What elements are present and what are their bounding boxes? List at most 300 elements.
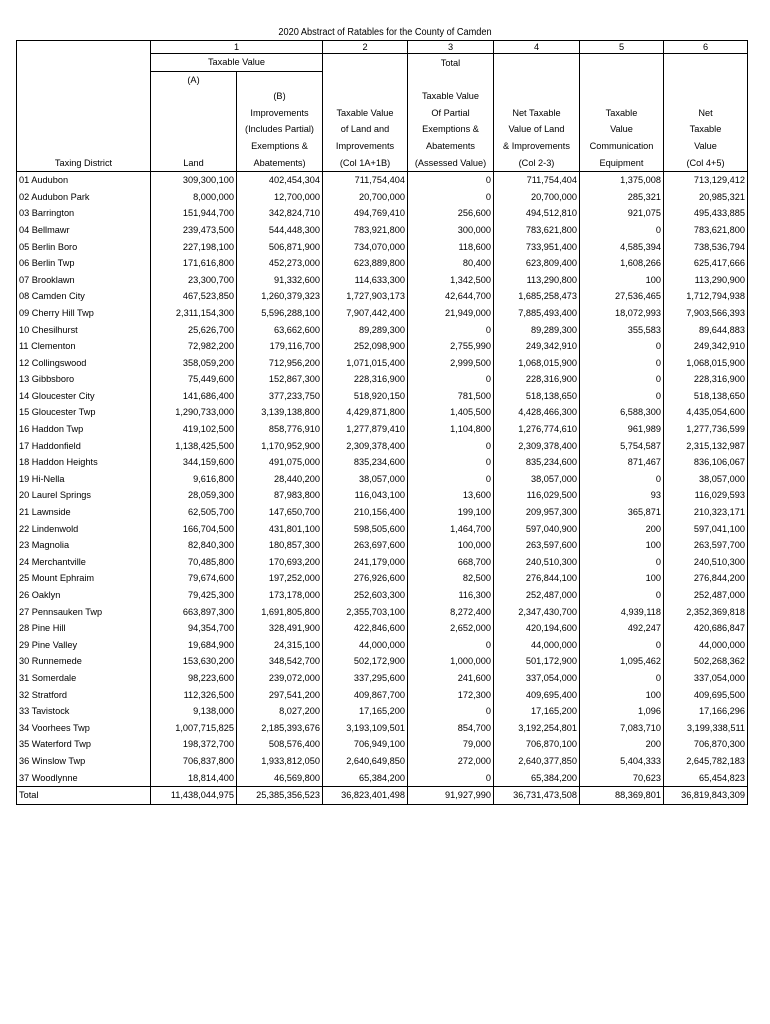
land-value: 309,300,100	[151, 172, 237, 189]
total-taxable-value: 36,823,401,498	[323, 787, 408, 805]
net-taxable-value: 89,644,883	[664, 322, 748, 339]
improvements-value: 348,542,700	[237, 653, 323, 670]
table-row	[17, 454, 748, 471]
table-body	[17, 172, 748, 805]
net-taxable-land-value: 249,342,910	[494, 338, 580, 355]
improvements-line-1: Improvements	[250, 107, 309, 118]
communication-equipment-value: 5,754,587	[580, 438, 664, 455]
improvements-value: 2,185,393,676	[237, 720, 323, 737]
net-taxable-land-value: 1,685,258,473	[494, 288, 580, 305]
improvements-value: 508,576,400	[237, 736, 323, 753]
partial-exemptions-value: 300,000	[408, 222, 494, 239]
district-name: 30 Runnemede	[17, 653, 151, 670]
net-taxable-land-value: 409,695,400	[494, 687, 580, 704]
district-name: 17 Haddonfield	[17, 438, 151, 455]
improvements-value: 180,857,300	[237, 537, 323, 554]
district-name: 16 Haddon Twp	[17, 421, 151, 438]
communication-equipment-value: 0	[580, 371, 664, 388]
table-row	[17, 653, 748, 670]
table-row	[17, 471, 748, 488]
partial-exemptions-value: 21,949,000	[408, 305, 494, 322]
table-row	[17, 604, 748, 621]
improvements-value: 1,691,805,800	[237, 604, 323, 621]
table-row	[17, 404, 748, 421]
district-name: 15 Gloucester Twp	[17, 404, 151, 421]
net-taxable-land-value: 420,194,600	[494, 620, 580, 637]
taxable-value: 252,098,900	[323, 338, 408, 355]
net-taxable-value: 409,695,500	[664, 687, 748, 704]
taxable-value: 1,071,015,400	[323, 355, 408, 372]
partial-exemptions-value: 0	[408, 703, 494, 720]
district-name: 03 Barrington	[17, 205, 151, 222]
improvements-value: 239,072,000	[237, 670, 323, 687]
net-taxable-land-value: 65,384,200	[494, 770, 580, 787]
land-value: 2,311,154,300	[151, 305, 237, 322]
communication-equipment-value: 7,083,710	[580, 720, 664, 737]
col3-line-4: Exemptions &	[422, 124, 479, 135]
col2-header	[323, 71, 408, 172]
table-row	[17, 554, 748, 571]
land-value: 75,449,600	[151, 371, 237, 388]
improvements-value: 452,273,000	[237, 255, 323, 272]
taxable-value: 3,193,109,501	[323, 720, 408, 737]
table-row	[17, 305, 748, 322]
col2-line-4: (Col 1A+1B)	[339, 157, 391, 168]
taxable-value: 20,700,000	[323, 189, 408, 206]
net-taxable-value: 2,352,369,818	[664, 604, 748, 621]
col6-line-3: Value	[694, 140, 717, 151]
communication-equipment-value: 0	[580, 670, 664, 687]
col6-line-1: Net	[698, 107, 713, 118]
col-1a-header	[151, 71, 237, 172]
improvements-value: 342,824,710	[237, 205, 323, 222]
col-1b-header	[237, 71, 323, 172]
col5-line-1: Taxable	[605, 107, 638, 118]
land-value: 706,837,800	[151, 753, 237, 770]
col4-header-top	[494, 54, 580, 72]
communication-equipment-value: 4,939,118	[580, 604, 664, 621]
improvements-value: 858,776,910	[237, 421, 323, 438]
net-taxable-value: 706,870,300	[664, 736, 748, 753]
communication-equipment-value: 1,608,266	[580, 255, 664, 272]
improvements-line-4: Abatements)	[253, 157, 306, 168]
net-taxable-land-value: 20,700,000	[494, 189, 580, 206]
table-row	[17, 703, 748, 720]
partial-exemptions-value: 272,000	[408, 753, 494, 770]
taxable-value: 783,921,800	[323, 222, 408, 239]
table-row	[17, 421, 748, 438]
col4-line-4: (Col 2-3)	[518, 157, 555, 168]
col-number-4: 4	[494, 41, 580, 54]
col2-line-1: Taxable Value	[336, 107, 394, 118]
communication-equipment-value: 0	[580, 355, 664, 372]
partial-exemptions-value: 199,100	[408, 504, 494, 521]
total-row	[17, 787, 748, 805]
taxable-value: 17,165,200	[323, 703, 408, 720]
net-taxable-land-value: 3,192,254,801	[494, 720, 580, 737]
net-taxable-land-value: 623,809,400	[494, 255, 580, 272]
net-taxable-land-value: 733,951,400	[494, 239, 580, 256]
col-1b-label: (B)	[273, 91, 286, 102]
land-value: 419,102,500	[151, 421, 237, 438]
taxable-value: 116,043,100	[323, 487, 408, 504]
taxable-value: 65,384,200	[323, 770, 408, 787]
table-row	[17, 487, 748, 504]
net-taxable-value: 420,686,847	[664, 620, 748, 637]
col3-line-5: Abatements	[425, 140, 476, 151]
improvements-value: 3,139,138,800	[237, 404, 323, 421]
net-taxable-land-value: 7,885,493,400	[494, 305, 580, 322]
improvements-value: 377,233,750	[237, 388, 323, 405]
col-number-2: 2	[323, 41, 408, 54]
col5-header-top	[580, 54, 664, 72]
col4-line-2: Value of Land	[508, 124, 565, 135]
land-value: 467,523,850	[151, 288, 237, 305]
land-value: 153,630,200	[151, 653, 237, 670]
communication-equipment-value: 355,583	[580, 322, 664, 339]
net-taxable-value: 836,106,067	[664, 454, 748, 471]
district-name: 36 Winslow Twp	[17, 753, 151, 770]
taxable-value: 518,920,150	[323, 388, 408, 405]
partial-exemptions-value: 1,104,800	[408, 421, 494, 438]
taxable-value: 623,889,800	[323, 255, 408, 272]
district-name: 21 Lawnside	[17, 504, 151, 521]
ratables-table	[16, 40, 748, 805]
table-row	[17, 670, 748, 687]
taxable-value: 276,926,600	[323, 570, 408, 587]
total-communication-equipment-value: 88,369,801	[580, 787, 664, 805]
land-value: 166,704,500	[151, 521, 237, 538]
taxable-value: 1,277,879,410	[323, 421, 408, 438]
net-taxable-value: 502,268,362	[664, 653, 748, 670]
land-value: 9,138,000	[151, 703, 237, 720]
district-name: 04 Bellmawr	[17, 222, 151, 239]
improvements-value: 91,332,600	[237, 272, 323, 289]
taxing-district-header	[17, 71, 151, 172]
land-value: 79,425,300	[151, 587, 237, 604]
taxable-value: 835,234,600	[323, 454, 408, 471]
taxable-value: 2,355,703,100	[323, 604, 408, 621]
improvements-value: 179,116,700	[237, 338, 323, 355]
communication-equipment-value: 27,536,465	[580, 288, 664, 305]
district-name: 08 Camden City	[17, 288, 151, 305]
taxable-value: 2,309,378,400	[323, 438, 408, 455]
taxable-value: 1,727,903,173	[323, 288, 408, 305]
improvements-value: 297,541,200	[237, 687, 323, 704]
communication-equipment-value: 4,585,394	[580, 239, 664, 256]
net-taxable-value: 116,029,593	[664, 487, 748, 504]
improvements-value: 24,315,100	[237, 637, 323, 654]
net-taxable-land-value: 2,309,378,400	[494, 438, 580, 455]
table-row	[17, 720, 748, 737]
net-taxable-land-value: 17,165,200	[494, 703, 580, 720]
taxable-value: 734,070,000	[323, 239, 408, 256]
col2-line-3: Improvements	[335, 140, 395, 151]
total-improvements-value: 25,385,356,523	[237, 787, 323, 805]
net-taxable-land-value: 706,870,100	[494, 736, 580, 753]
net-taxable-land-value: 597,040,900	[494, 521, 580, 538]
improvements-line-3: Exemptions &	[251, 140, 308, 151]
net-taxable-value: 20,985,321	[664, 189, 748, 206]
improvements-value: 506,871,900	[237, 239, 323, 256]
net-taxable-land-value: 2,640,377,850	[494, 753, 580, 770]
table-row	[17, 620, 748, 637]
partial-exemptions-value: 1,405,500	[408, 404, 494, 421]
net-taxable-value: 252,487,000	[664, 587, 748, 604]
net-taxable-land-value: 494,512,810	[494, 205, 580, 222]
communication-equipment-value: 0	[580, 471, 664, 488]
table-row	[17, 521, 748, 538]
partial-exemptions-value: 1,000,000	[408, 653, 494, 670]
net-taxable-value: 240,510,300	[664, 554, 748, 571]
land-value: 82,840,300	[151, 537, 237, 554]
partial-exemptions-value: 13,600	[408, 487, 494, 504]
district-name: 29 Pine Valley	[17, 637, 151, 654]
communication-equipment-value: 70,623	[580, 770, 664, 787]
net-taxable-land-value: 4,428,466,300	[494, 404, 580, 421]
net-taxable-land-value: 1,276,774,610	[494, 421, 580, 438]
land-value: 198,372,700	[151, 736, 237, 753]
taxable-value: 4,429,871,800	[323, 404, 408, 421]
table-row	[17, 239, 748, 256]
district-name: 27 Pennsauken Twp	[17, 604, 151, 621]
partial-exemptions-value: 80,400	[408, 255, 494, 272]
table-row	[17, 288, 748, 305]
improvements-value: 46,569,800	[237, 770, 323, 787]
col-1a-label: (A)	[187, 74, 200, 85]
partial-exemptions-value: 0	[408, 438, 494, 455]
table-row	[17, 537, 748, 554]
net-taxable-value: 7,903,566,393	[664, 305, 748, 322]
communication-equipment-value: 93	[580, 487, 664, 504]
net-taxable-value: 1,712,794,938	[664, 288, 748, 305]
col-number-5: 5	[580, 41, 664, 54]
partial-exemptions-value: 668,700	[408, 554, 494, 571]
district-name: 10 Chesilhurst	[17, 322, 151, 339]
land-value: 18,814,400	[151, 770, 237, 787]
col3-header-top: Total	[408, 54, 494, 72]
col-number-1: 1	[151, 41, 323, 54]
table-row	[17, 255, 748, 272]
district-name: 09 Cherry Hill Twp	[17, 305, 151, 322]
land-value: 358,059,200	[151, 355, 237, 372]
col6-header-top	[664, 54, 748, 72]
total-net-taxable-value: 36,819,843,309	[664, 787, 748, 805]
district-name: 12 Collingswood	[17, 355, 151, 372]
col5-line-4: Equipment	[599, 157, 644, 168]
col4-line-1: Net Taxable	[512, 107, 561, 118]
table-row	[17, 438, 748, 455]
land-value: 25,626,700	[151, 322, 237, 339]
improvements-value: 12,700,000	[237, 189, 323, 206]
net-taxable-land-value: 89,289,300	[494, 322, 580, 339]
partial-exemptions-value: 1,464,700	[408, 521, 494, 538]
table-row	[17, 770, 748, 787]
net-taxable-land-value: 835,234,600	[494, 454, 580, 471]
improvements-value: 5,596,288,100	[237, 305, 323, 322]
communication-equipment-value: 18,072,993	[580, 305, 664, 322]
improvements-value: 1,170,952,900	[237, 438, 323, 455]
district-name: 07 Brooklawn	[17, 272, 151, 289]
net-taxable-land-value: 209,957,300	[494, 504, 580, 521]
communication-equipment-value: 100	[580, 687, 664, 704]
net-taxable-land-value: 252,487,000	[494, 587, 580, 604]
district-name: 14 Gloucester City	[17, 388, 151, 405]
table-row	[17, 322, 748, 339]
communication-equipment-value: 871,467	[580, 454, 664, 471]
land-value: 23,300,700	[151, 272, 237, 289]
col4-header	[494, 71, 580, 172]
col5-line-3: Communication	[589, 140, 654, 151]
net-taxable-value: 249,342,910	[664, 338, 748, 355]
net-taxable-land-value: 337,054,000	[494, 670, 580, 687]
col6-line-2: Taxable	[689, 124, 722, 135]
table-row	[17, 371, 748, 388]
document-title: 2020 Abstract of Ratables for the County of Camden	[278, 27, 492, 38]
net-taxable-value: 44,000,000	[664, 637, 748, 654]
table-row	[17, 504, 748, 521]
communication-equipment-value: 0	[580, 222, 664, 239]
district-name: 06 Berlin Twp	[17, 255, 151, 272]
district-name: 32 Stratford	[17, 687, 151, 704]
land-value: 9,616,800	[151, 471, 237, 488]
partial-exemptions-value: 0	[408, 770, 494, 787]
improvements-value: 63,662,600	[237, 322, 323, 339]
communication-equipment-value: 0	[580, 554, 664, 571]
land-value: 141,686,400	[151, 388, 237, 405]
district-name: 20 Laurel Springs	[17, 487, 151, 504]
partial-exemptions-value: 256,600	[408, 205, 494, 222]
communication-equipment-value: 0	[580, 338, 664, 355]
district-name: 05 Berlin Boro	[17, 239, 151, 256]
table-row	[17, 338, 748, 355]
communication-equipment-value: 1,375,008	[580, 172, 664, 189]
district-name: 18 Haddon Heights	[17, 454, 151, 471]
land-value: 28,059,300	[151, 487, 237, 504]
taxable-value: 337,295,600	[323, 670, 408, 687]
col2-header-top	[323, 54, 408, 72]
partial-exemptions-value: 0	[408, 471, 494, 488]
land-value: 112,326,500	[151, 687, 237, 704]
district-name: 02 Audubon Park	[17, 189, 151, 206]
net-taxable-value: 3,199,338,511	[664, 720, 748, 737]
net-taxable-land-value: 2,347,430,700	[494, 604, 580, 621]
table-row	[17, 205, 748, 222]
table-row	[17, 172, 748, 189]
communication-equipment-value: 5,404,333	[580, 753, 664, 770]
district-name: 22 Lindenwold	[17, 521, 151, 538]
district-name: 35 Waterford Twp	[17, 736, 151, 753]
col4-line-3: & Improvements	[503, 140, 570, 151]
partial-exemptions-value: 0	[408, 371, 494, 388]
land-value: 8,000,000	[151, 189, 237, 206]
table-row	[17, 587, 748, 604]
improvements-value: 491,075,000	[237, 454, 323, 471]
net-taxable-land-value: 116,029,500	[494, 487, 580, 504]
net-taxable-land-value: 263,597,600	[494, 537, 580, 554]
improvements-value: 402,454,304	[237, 172, 323, 189]
table-row	[17, 388, 748, 405]
land-value: 72,982,200	[151, 338, 237, 355]
land-value: 227,198,100	[151, 239, 237, 256]
taxing-district-label: Taxing District	[54, 157, 113, 168]
district-name: 26 Oaklyn	[17, 587, 151, 604]
improvements-value: 544,448,300	[237, 222, 323, 239]
district-header-spacer-2	[17, 54, 151, 72]
taxable-value: 89,289,300	[323, 322, 408, 339]
partial-exemptions-value: 79,000	[408, 736, 494, 753]
table-row	[17, 570, 748, 587]
partial-exemptions-value: 1,342,500	[408, 272, 494, 289]
communication-equipment-value: 285,321	[580, 189, 664, 206]
taxable-value: 44,000,000	[323, 637, 408, 654]
district-name: 34 Voorhees Twp	[17, 720, 151, 737]
communication-equipment-value: 100	[580, 537, 664, 554]
net-taxable-land-value: 44,000,000	[494, 637, 580, 654]
net-taxable-value: 38,057,000	[664, 471, 748, 488]
land-value: 1,290,733,000	[151, 404, 237, 421]
taxable-value: 598,505,600	[323, 521, 408, 538]
district-header-spacer	[17, 41, 151, 54]
net-taxable-value: 210,323,171	[664, 504, 748, 521]
net-taxable-value: 783,621,800	[664, 222, 748, 239]
improvements-value: 328,491,900	[237, 620, 323, 637]
land-value: 79,674,600	[151, 570, 237, 587]
taxable-value: 711,754,404	[323, 172, 408, 189]
net-taxable-value: 2,315,132,987	[664, 438, 748, 455]
table-row	[17, 753, 748, 770]
improvements-value: 170,693,200	[237, 554, 323, 571]
partial-exemptions-value: 42,644,700	[408, 288, 494, 305]
communication-equipment-value: 1,095,462	[580, 653, 664, 670]
net-taxable-value: 1,277,736,599	[664, 421, 748, 438]
communication-equipment-value: 200	[580, 521, 664, 538]
land-value: 62,505,700	[151, 504, 237, 521]
taxable-value: 210,156,400	[323, 504, 408, 521]
col5-line-2: Value	[610, 124, 633, 135]
communication-equipment-value: 0	[580, 587, 664, 604]
col-number-6: 6	[664, 41, 748, 54]
district-name: 11 Clementon	[17, 338, 151, 355]
improvements-value: 147,650,700	[237, 504, 323, 521]
col2-line-2: of Land and	[340, 124, 390, 135]
net-taxable-value: 263,597,700	[664, 537, 748, 554]
land-value: 663,897,300	[151, 604, 237, 621]
partial-exemptions-value: 0	[408, 322, 494, 339]
taxable-value: 7,907,442,400	[323, 305, 408, 322]
net-taxable-land-value: 276,844,100	[494, 570, 580, 587]
partial-exemptions-value: 82,500	[408, 570, 494, 587]
district-name: 01 Audubon	[17, 172, 151, 189]
col3-line-3: Of Partial	[431, 107, 470, 118]
taxable-value: 114,633,300	[323, 272, 408, 289]
communication-equipment-value: 0	[580, 637, 664, 654]
total-land-value: 11,438,044,975	[151, 787, 237, 805]
table-row	[17, 736, 748, 753]
taxable-value: 494,769,410	[323, 205, 408, 222]
taxable-value: 252,603,300	[323, 587, 408, 604]
improvements-value: 152,867,300	[237, 371, 323, 388]
improvements-value: 712,956,200	[237, 355, 323, 372]
land-value: 19,684,900	[151, 637, 237, 654]
net-taxable-land-value: 1,068,015,900	[494, 355, 580, 372]
net-taxable-value: 597,041,100	[664, 521, 748, 538]
partial-exemptions-value: 8,272,400	[408, 604, 494, 621]
partial-exemptions-value: 118,600	[408, 239, 494, 256]
taxable-value: 38,057,000	[323, 471, 408, 488]
communication-equipment-value: 100	[580, 272, 664, 289]
net-taxable-value: 337,054,000	[664, 670, 748, 687]
